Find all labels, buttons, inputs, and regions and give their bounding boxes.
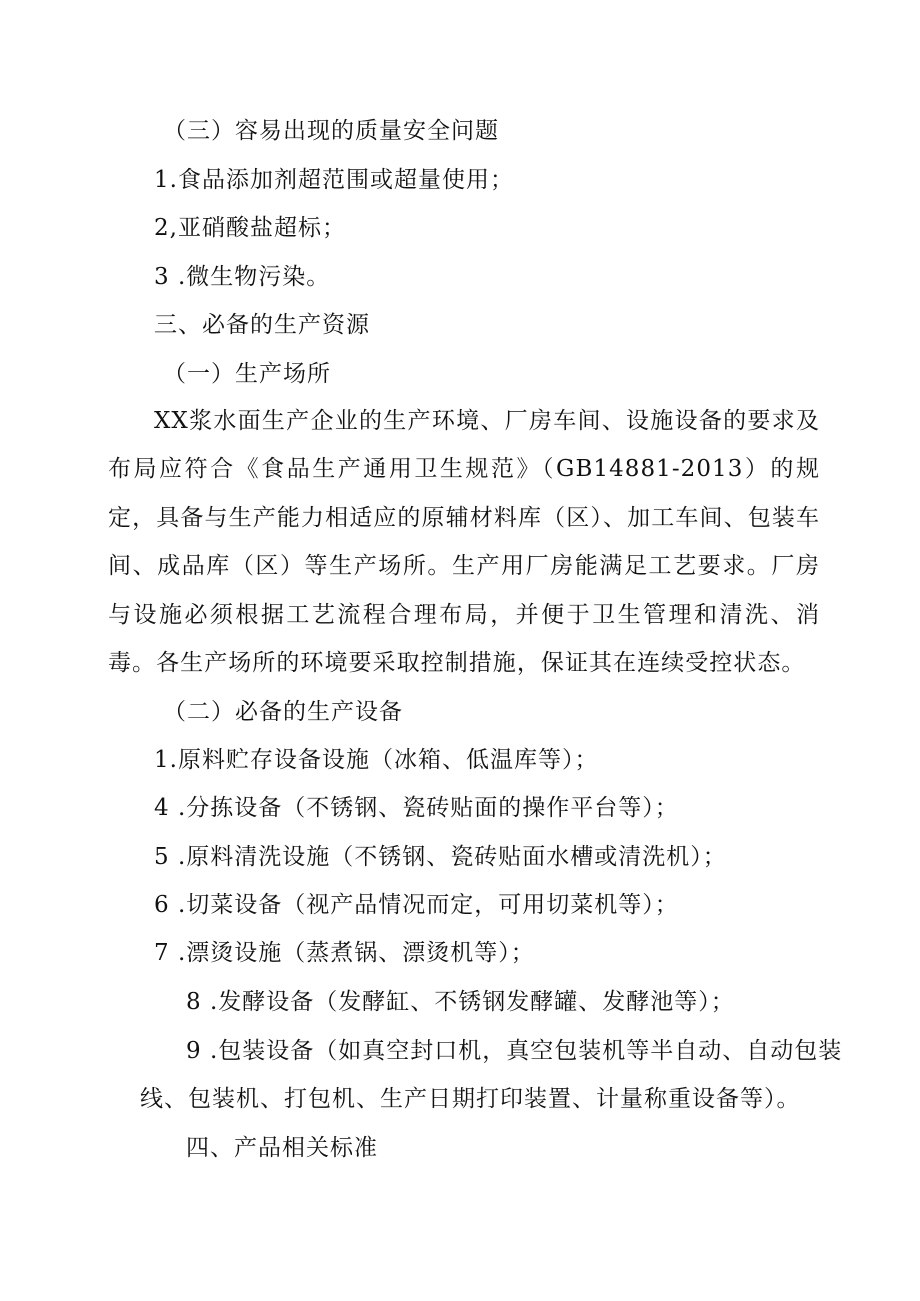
section-heading-product-standards: 四、产品相关标准 — [186, 1135, 378, 1161]
body-paragraph-production-site: XX浆水面生产企业的生产环境、厂房车间、设施设备的要求及布局应符合《食品生产通用卫生规范》（GB14881-2013）的规定，具备与生产能力相适应的原辅材料库（区）、加工车间、包装车间、成品库（区）等生产场所。生产用厂房能满足工艺要求。厂房与设施必须根据工艺流程合理布局，并便于卫生管理和清洗、消毒。各生产场所的环境要采取控制措施，保证其在连续受控状态。 — [108, 408, 820, 677]
list-item: 9 .包装设备（如真空封口机，真空包装机等半自动、自动包装 — [186, 1038, 843, 1064]
subsection-heading-quality-issues: （三）容易出现的质量安全问题 — [163, 118, 499, 144]
list-item: 6 .切菜设备（视产品情况而定，可用切菜机等）； — [154, 892, 679, 918]
section-heading-production-resources: 三、必备的生产资源 — [154, 312, 370, 338]
list-item: 1.原料贮存设备设施（冰箱、低温库等）； — [154, 747, 599, 773]
subsection-heading-production-site: （一）生产场所 — [163, 361, 331, 387]
list-item: 5 .原料清洗设施（不锈钢、瓷砖贴面水槽或清洗机）； — [154, 844, 727, 870]
list-item: 7 .漂烫设施（蒸煮锅、漂烫机等）； — [154, 940, 535, 966]
list-item: 4 .分拣设备（不锈钢、瓷砖贴面的操作平台等）； — [154, 795, 679, 821]
subsection-heading-equipment: （二）必备的生产设备 — [163, 699, 403, 725]
list-item: 3 .微生物污染。 — [154, 264, 331, 290]
list-item: 2,亚硝酸盐超标； — [154, 215, 346, 241]
list-item-continuation: 线、包装机、打包机、生产日期打印装置、计量称重设备等）。 — [140, 1086, 801, 1112]
list-item: 8 .发酵设备（发酵缸、不锈钢发酵罐、发酵池等）； — [186, 989, 735, 1015]
list-item: 1.食品添加剂超范围或超量使用； — [154, 167, 514, 193]
